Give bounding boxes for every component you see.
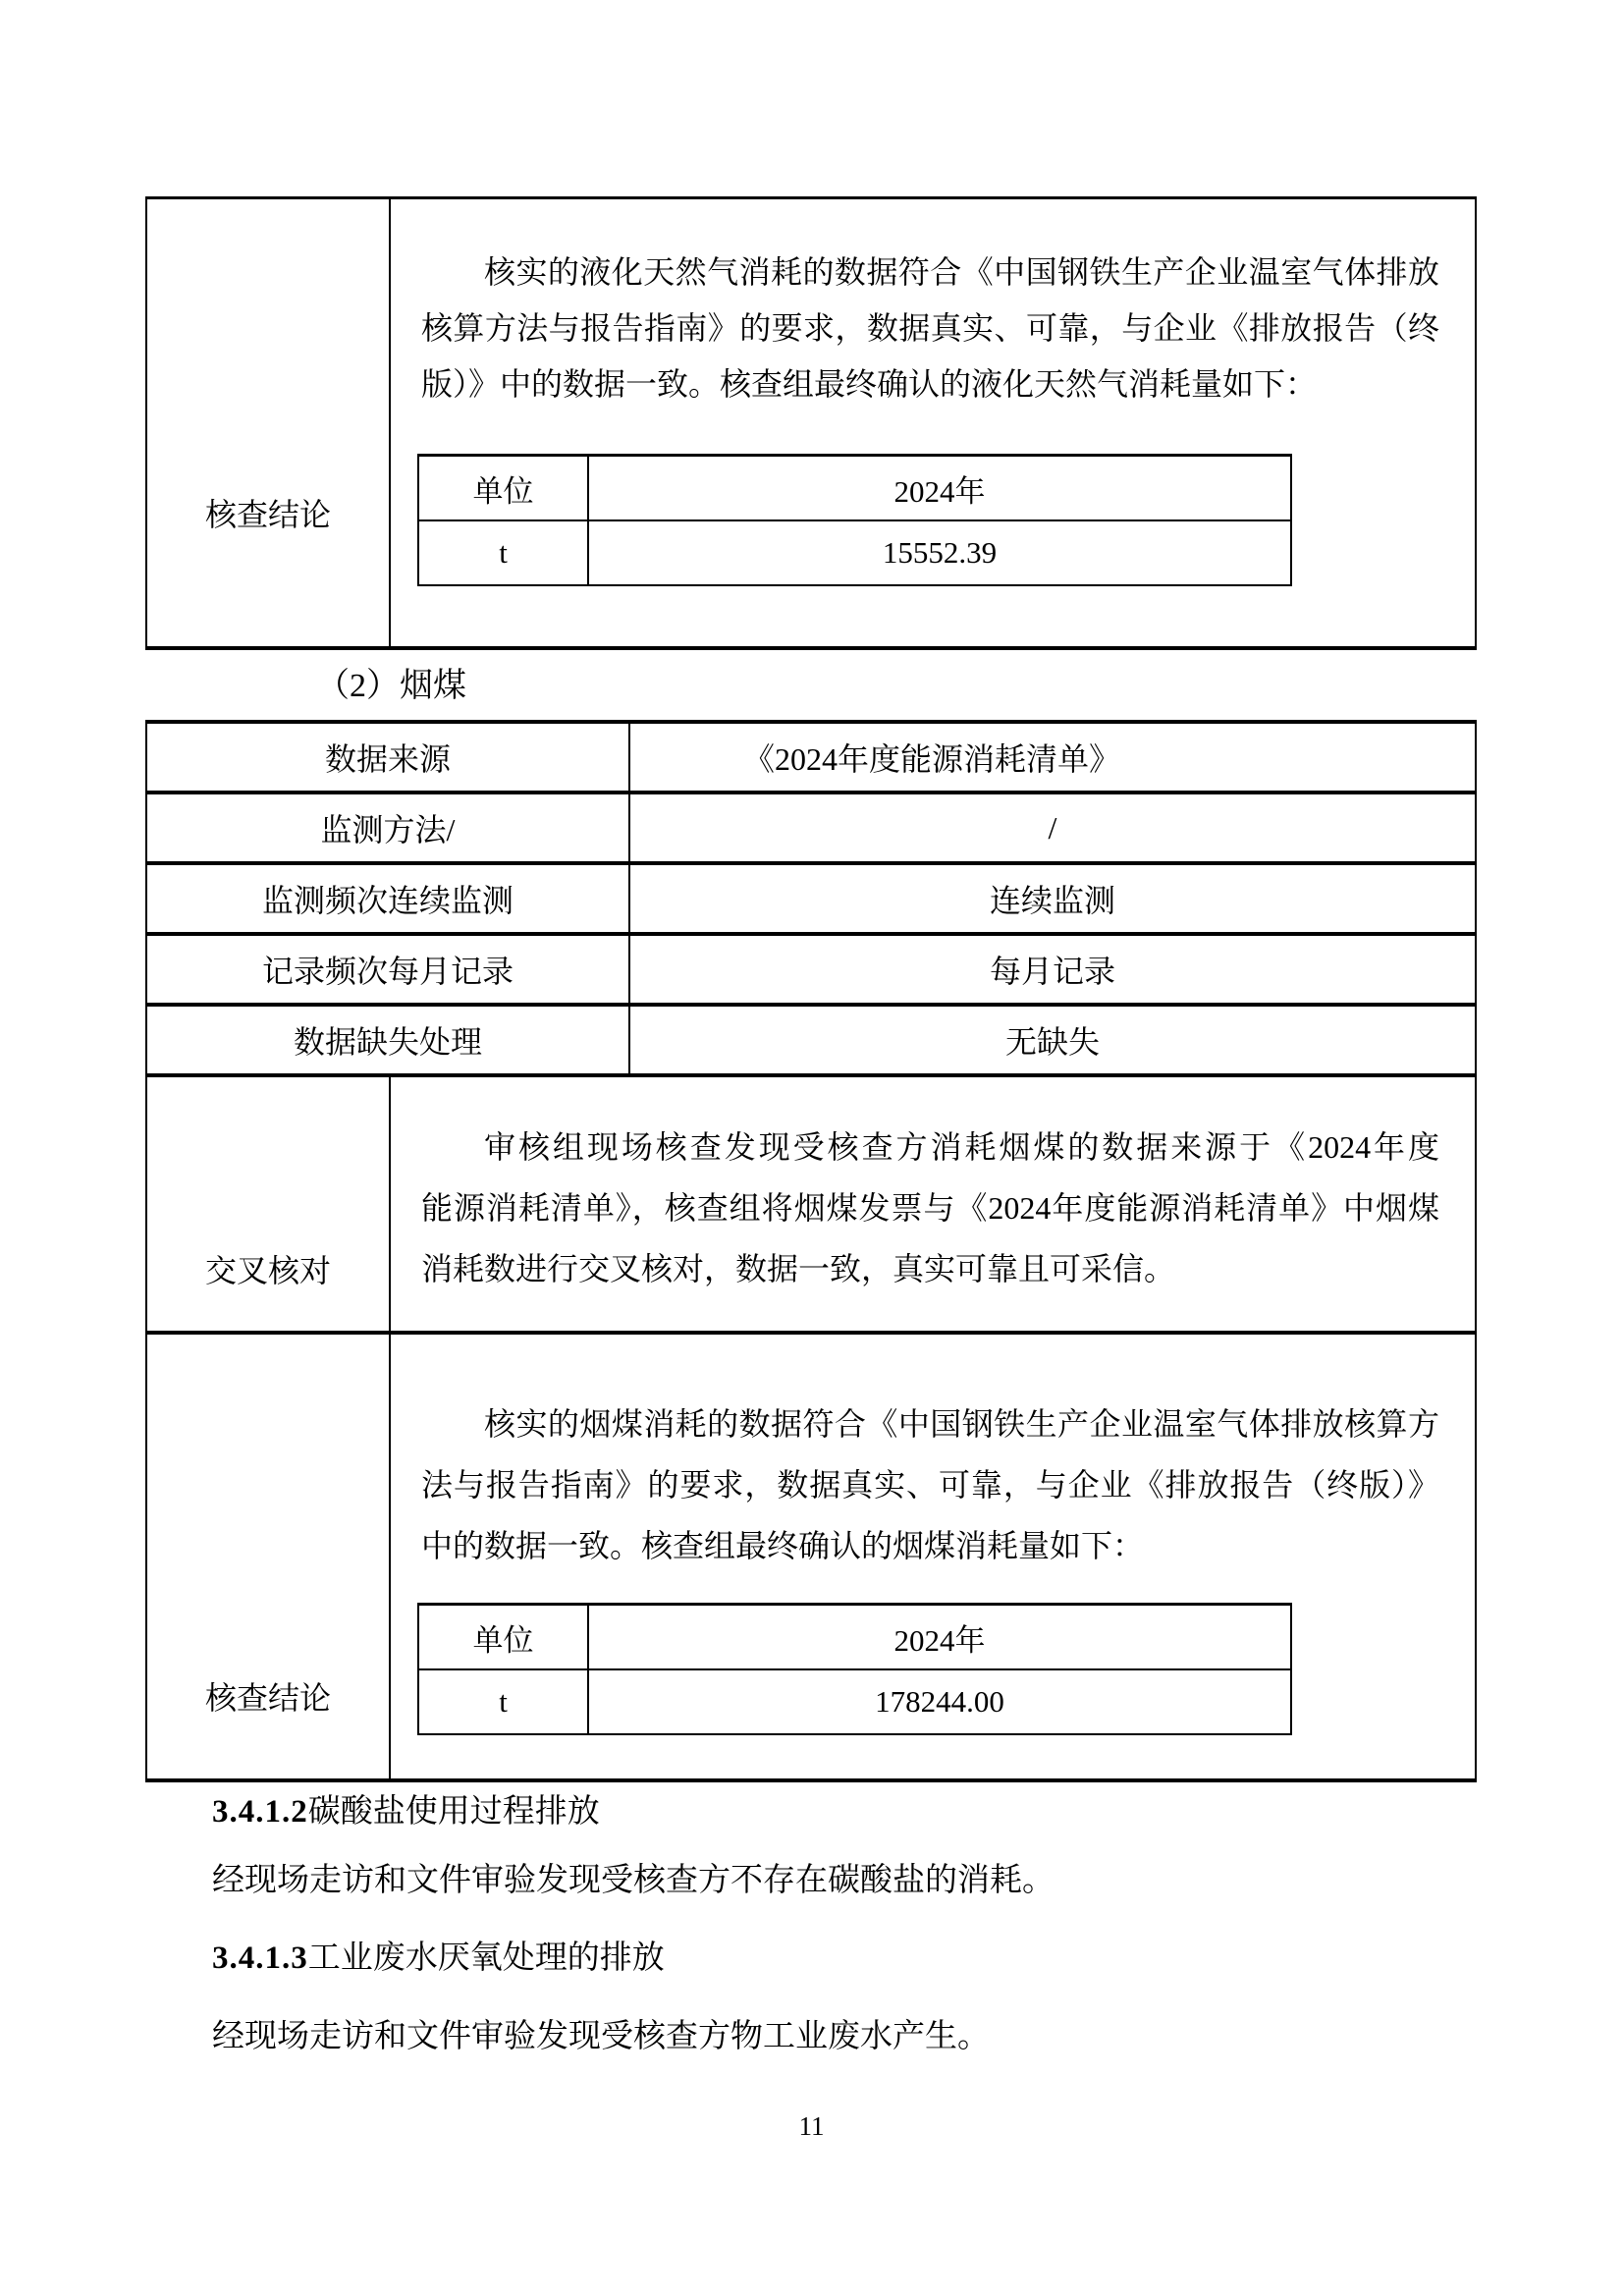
- year-header-cell: 2024年: [893, 473, 986, 509]
- lng-paragraph-line: 核实的液化天然气消耗的数据符合《中国钢铁生产企业温室气体排放: [484, 254, 1439, 290]
- lng-conclusion-label-cell: [147, 199, 391, 646]
- section-title: 碳酸盐使用过程排放: [307, 1794, 600, 1830]
- section-body-3412: 经现场走访和文件审验发现受核查方不存在碳酸盐的消耗。: [212, 1863, 1055, 1898]
- cross-check-line: 消耗数进行交叉核对，数据一致，真实可靠且可采信。: [421, 1251, 1176, 1286]
- section-body-3413: 经现场走访和文件审验发现受核查方物工业废水产生。: [212, 2019, 990, 2054]
- lng-paragraph-line: 核算方法与报告指南》的要求，数据真实、可靠，与企业《排放报告（终: [421, 310, 1439, 346]
- year-header-cell: 2024年: [893, 1622, 986, 1658]
- lng-conclusion-label: 核查结论: [204, 497, 331, 532]
- lng-conclusion-body-cell: [391, 199, 1475, 646]
- cross-check-label-cell: [147, 1077, 391, 1331]
- missing-data-label: 数据缺失处理: [147, 1007, 630, 1073]
- monitoring-method-label: 监测方法/: [147, 794, 630, 861]
- coal-amount-value: 178244.00: [875, 1684, 1004, 1719]
- record-frequency-value: 每月记录: [989, 954, 1115, 989]
- coal-paragraph-line: 核实的烟煤消耗的数据符合《中国钢铁生产企业温室气体排放核算方: [484, 1406, 1439, 1442]
- lng-conclusion-table: [145, 196, 1477, 650]
- table-row: [147, 936, 1475, 1007]
- monitoring-method-value: /: [1048, 809, 1057, 846]
- lng-amount-value: 15552.39: [882, 535, 998, 570]
- section-title: 工业废水厌氧处理的排放: [307, 1941, 665, 1976]
- coal-paragraph-line: 法与报告指南》的要求，数据真实、可靠，与企业《排放报告（终版）》: [421, 1467, 1439, 1503]
- unit-header-cell: 单位: [419, 457, 589, 519]
- table-row: [147, 1007, 1475, 1077]
- coal-conclusion-label: 核查结论: [204, 1680, 331, 1716]
- cross-check-label: 交叉核对: [204, 1253, 331, 1288]
- table-row: [419, 521, 1290, 584]
- record-frequency-label: 记录频次每月记录: [147, 936, 630, 1003]
- data-source-value: 《2024年度能源消耗清单》: [742, 741, 1120, 777]
- coal-amount-table: [417, 1603, 1292, 1735]
- unit-value-cell: t: [419, 521, 589, 584]
- coal-data-table: [145, 720, 1477, 1782]
- page-number: 11: [798, 2111, 825, 2141]
- cross-check-body-cell: [391, 1077, 1475, 1331]
- table-row: [147, 724, 1475, 794]
- section-heading-3413: [212, 1938, 665, 1979]
- data-source-label: 数据来源: [147, 724, 630, 791]
- section-number: 3.4.1.3: [212, 1941, 308, 1976]
- table-row: [419, 1606, 1290, 1670]
- coal-paragraph-line: 中的数据一致。核查组最终确认的烟煤消耗量如下：: [421, 1528, 1145, 1563]
- missing-data-value: 无缺失: [1004, 1024, 1100, 1060]
- monitoring-frequency-label: 监测频次连续监测: [147, 865, 630, 932]
- coal-section-heading: （2）烟煤: [316, 668, 466, 704]
- coal-conclusion-row: [147, 1335, 1475, 1778]
- unit-header-cell: 单位: [419, 1606, 589, 1668]
- lng-amount-table: [417, 454, 1292, 586]
- table-row: [419, 457, 1290, 521]
- unit-value-cell: t: [419, 1670, 589, 1733]
- lng-paragraph-line: 版）》中的数据一致。核查组最终确认的液化天然气消耗量如下：: [421, 366, 1318, 402]
- cross-check-line: 审核组现场核查发现受核查方消耗烟煤的数据来源于《2024年度: [484, 1129, 1439, 1165]
- table-row: [147, 865, 1475, 936]
- cross-check-row: [147, 1077, 1475, 1335]
- coal-conclusion-label-cell: [147, 1335, 391, 1778]
- section-number: 3.4.1.2: [212, 1794, 308, 1830]
- cross-check-line: 能源消耗清单》，核查组将烟煤发票与《2024年度能源消耗清单》中烟煤: [421, 1190, 1439, 1226]
- table-row: [147, 794, 1475, 865]
- monitoring-frequency-value: 连续监测: [989, 883, 1115, 918]
- coal-conclusion-body-cell: [391, 1335, 1475, 1778]
- section-heading-3412: [212, 1791, 600, 1832]
- table-row: [419, 1670, 1290, 1733]
